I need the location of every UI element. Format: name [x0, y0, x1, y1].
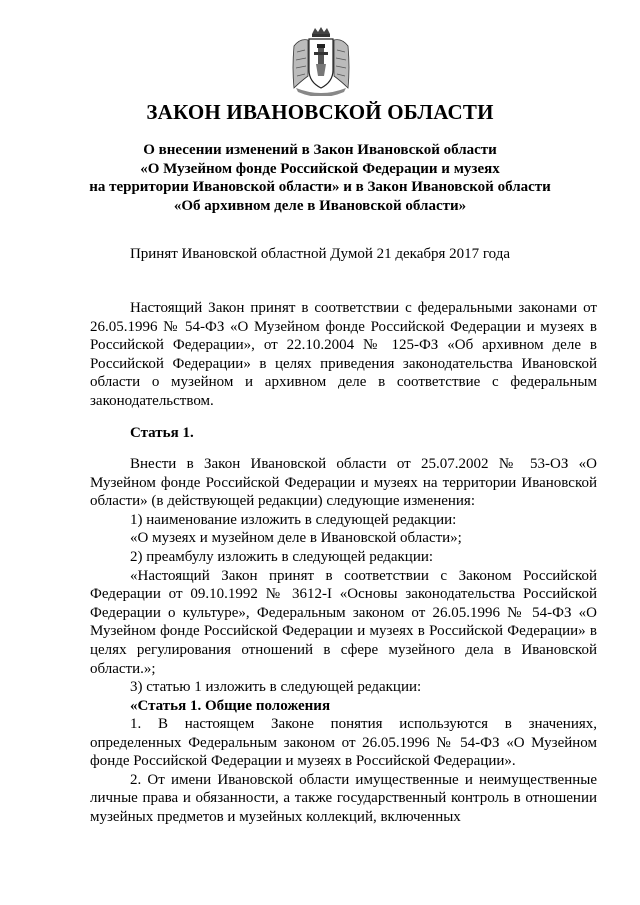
subtitle-line: «О Музейном фонде Российской Федерации и музеях: [140, 160, 500, 177]
subtitle-line: О внесении изменений в Закон Ивановской области: [143, 142, 497, 158]
item-3: 3) статью 1 изложить в следующей редакции:: [130, 679, 422, 696]
preamble-paragraph: Настоящий Закон принят в соответствии с федеральными законами от 26.05.1996 № 54-ФЗ «О Музейном фонде Российской Федерации и музеях в Российской Федерации», от 22.10.2004 № 125-ФЗ «Об архивном деле в Российской Федерации» в целях приведения законодательства Ивановской области о музейном и архивном деле в соответствие с федеральным законодательством.: [90, 300, 597, 409]
item-2-text: «Настоящий Закон принят в соответствии с Законом Российской Федерации от 09.10.1992 № 3612-I «Основы законодательства Российской Федерации о культуре», Федеральным законом от 26.05.1996 № 54-ФЗ «О Музейном фонде Российской Федерации и музеях в Российской Федерации» в целях регулирования отношений в сфере музейного дела в Ивановской области.»;: [90, 567, 597, 677]
point-1: 1. В настоящем Законе понятия используются в значениях, определенных Федеральным законом от 26.05.1996 № 54-ФЗ «О Музейном фонде Российской Федерации и музеях в Российской Федерации».: [90, 716, 597, 770]
article-1-points: [90, 715, 597, 827]
item-1: 1) наименование изложить в следующей редакции:: [130, 511, 457, 528]
subtitle-line: на территории Ивановской области» и в Закон Ивановской области: [89, 179, 551, 196]
article-1-heading: Статья 1.: [130, 425, 194, 441]
law-title: ЗАКОН ИВАНОВСКОЙ ОБЛАСТИ: [146, 100, 494, 124]
coat-of-arms-icon: [290, 26, 352, 96]
item-1-text: «О музеях и музейном деле в Ивановской области»;: [130, 530, 462, 547]
law-subtitle: [60, 141, 580, 215]
preamble-block: [90, 299, 597, 411]
subtitle-line: «Об архивном деле в Ивановской области»: [173, 197, 467, 214]
article-1-content: [90, 455, 597, 715]
article-1-block: [90, 424, 597, 443]
adoption-statement: Принят Ивановской областной Думой 21 декабря 2017 года: [129, 246, 511, 262]
article-1-intro: Внести в Закон Ивановской области от 25.07.2002 № 53-ОЗ «О Музейном фонде Российской Федерации и музеях на территории Ивановской области» (в действующей редакции) следующие изменения:: [90, 456, 597, 510]
item-2: 2) преамбулу изложить в следующей редакции:: [130, 548, 434, 565]
sub-article-heading: «Статья 1. Общие положения: [130, 697, 331, 714]
point-2: 2. От имени Ивановской области имущественные и неимущественные личные права и обязанности, а также государственный контроль в отношении музейных предметов и музейных коллекций, включенных: [90, 771, 597, 825]
